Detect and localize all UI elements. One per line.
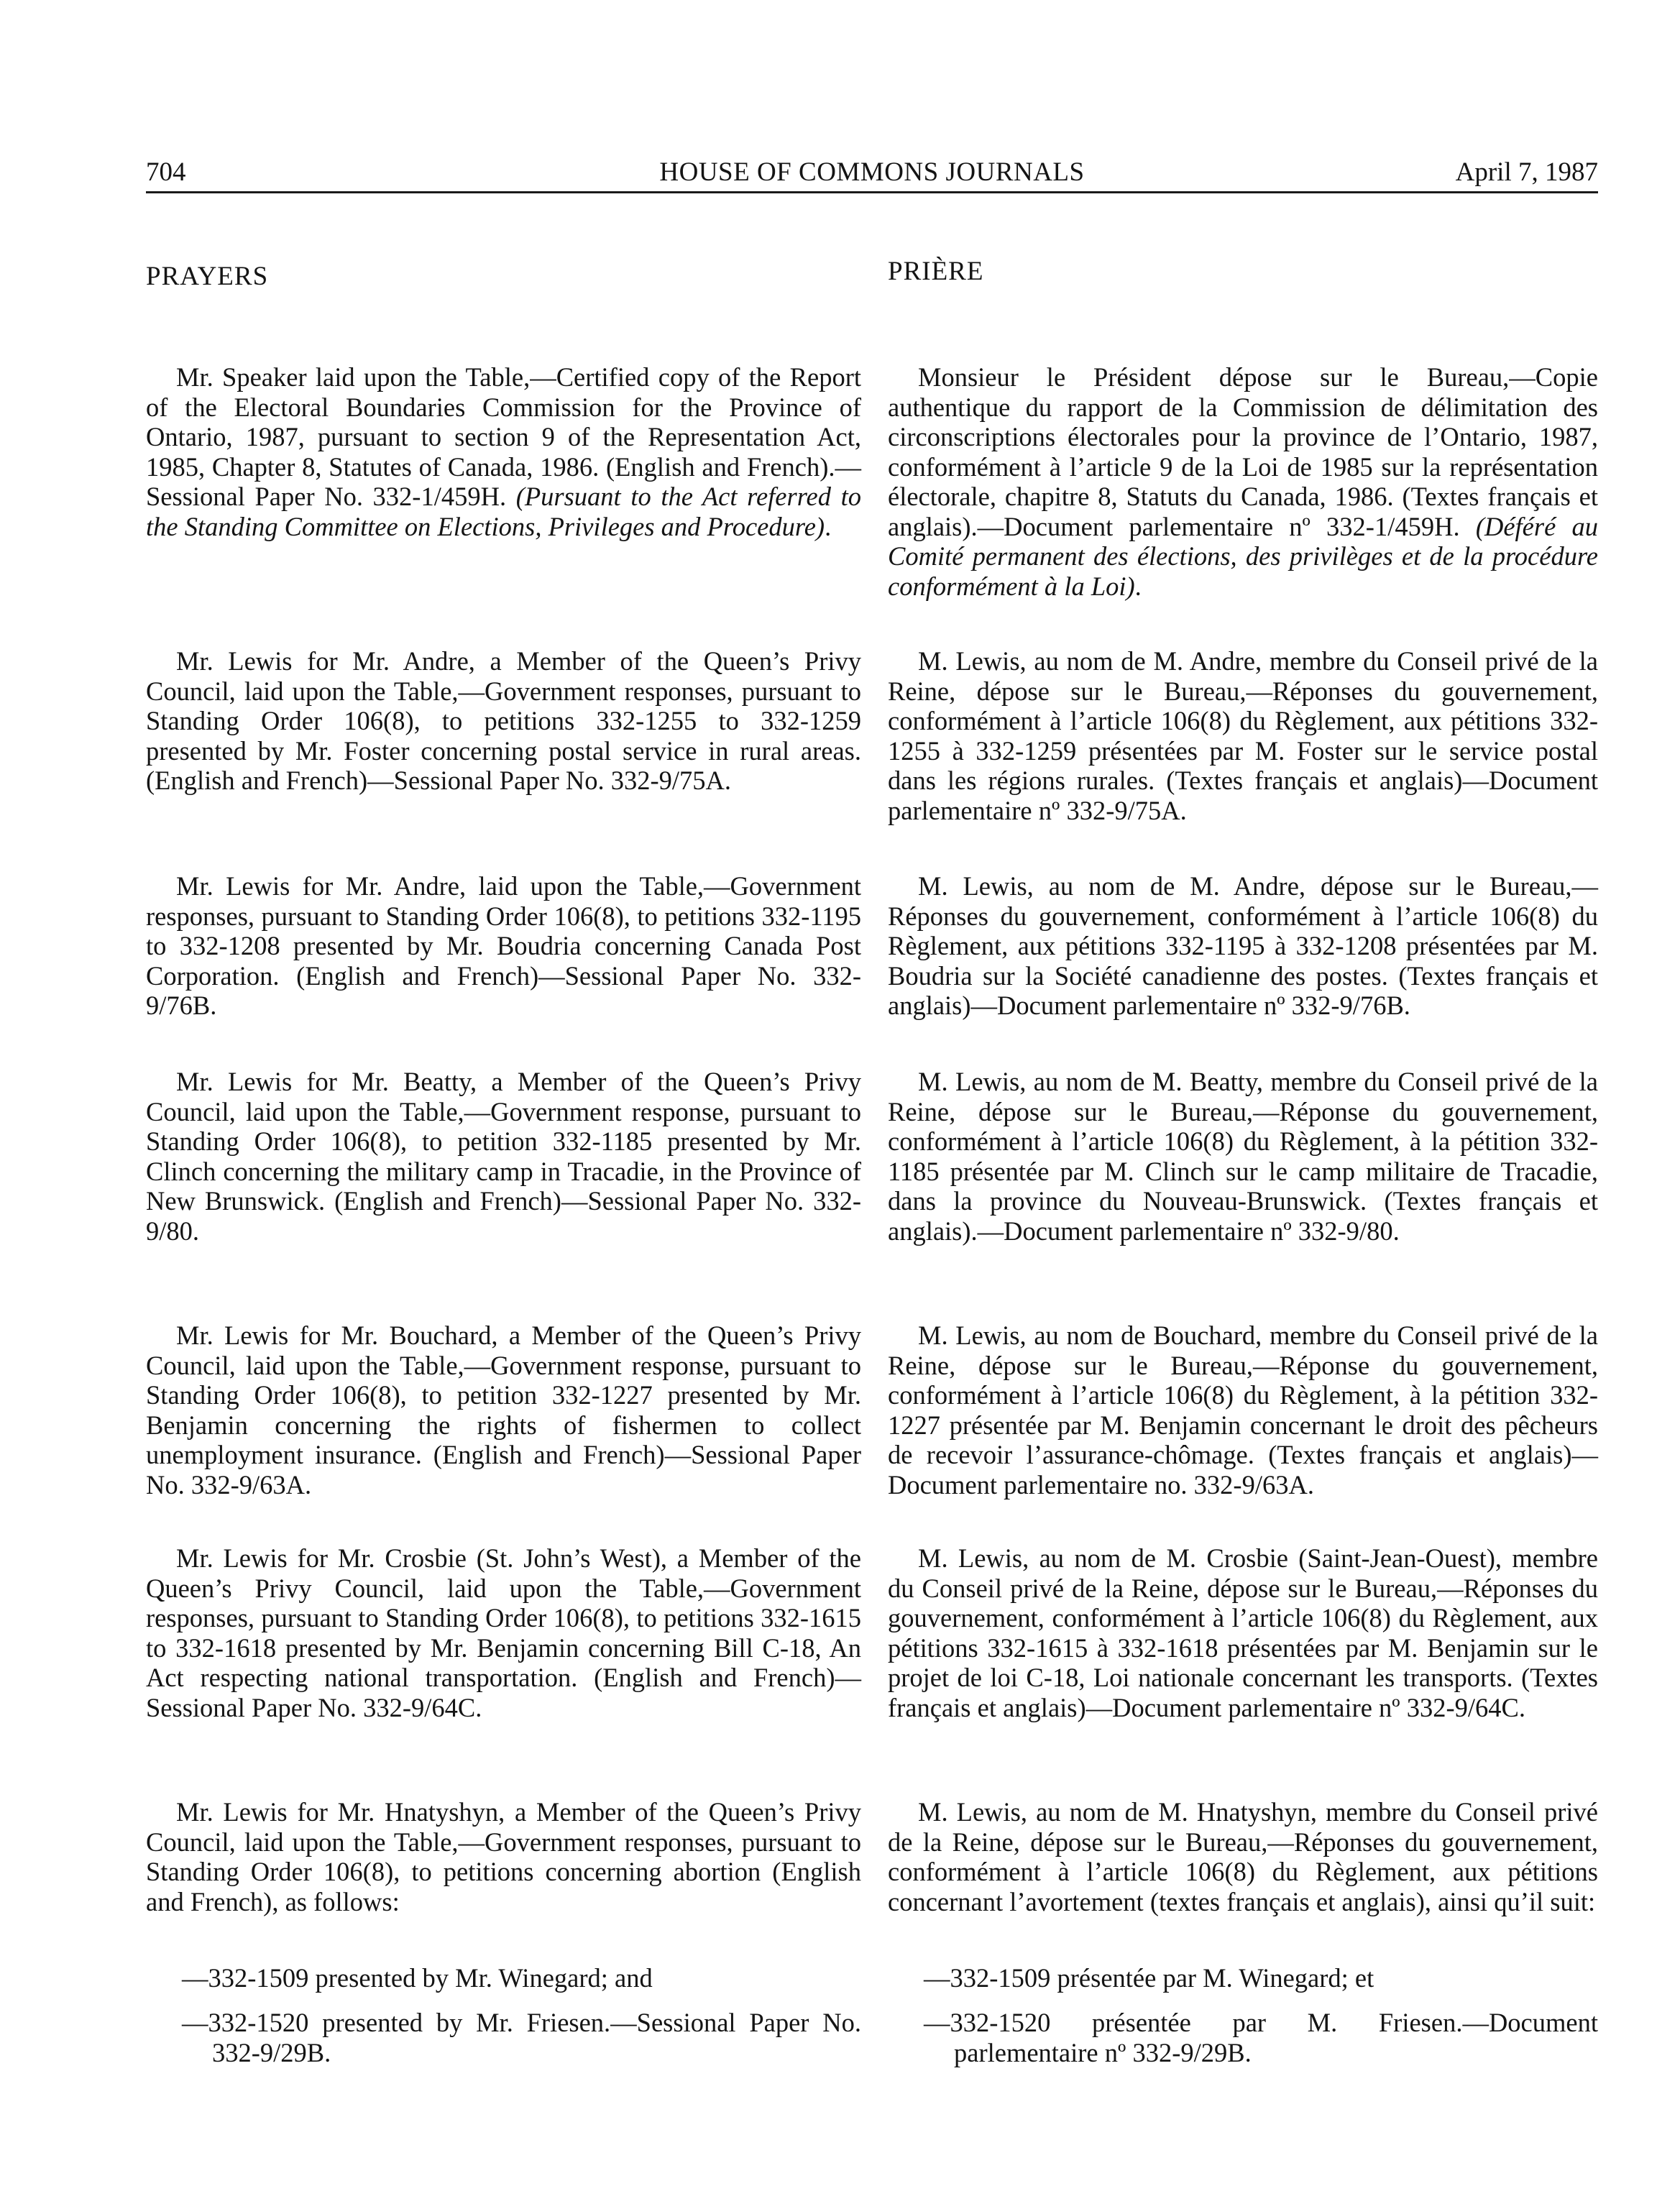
french-list-item: —332-1520 présentée par M. Friesen.—Document parlementaire nº 332-9/29B.	[924, 2008, 1598, 2067]
english-heading: PRAYERS	[146, 262, 269, 291]
french-paragraph: M. Lewis, au nom de M. Andre, membre du Conseil privé de la Reine, dépose sur le Bureau,—Réponses du gouvernement, conformément à l’article 106(8) du Règlement, aux pétitions 332-1255 à 332-1259 présentées par M. Foster sur le service postal dans les régions rurales. (Textes français et anglais)—Document parlementaire nº 332-9/75A.	[888, 646, 1598, 825]
french-list-item: —332-1509 présentée par M. Winegard; et	[924, 1963, 1374, 1993]
french-paragraph: Monsieur le Président dépose sur le Bureau,—Copie authentique du rapport de la Commission de délimitation des circonscriptions électorales pour la province de l’Ontario, 1987, conformément à l’article 9 de la Loi de 1985 sur la représentation électorale, chapitre 8, Statuts du Canada, 1986. (Textes français et anglais).—Document parlementaire nº 332-1/459H. (Déféré au Comité permanent des élections, des privilèges et de la procédure conformément à la Loi).	[888, 362, 1598, 601]
english-paragraph: Mr. Lewis for Mr. Crosbie (St. John’s West), a Member of the Queen’s Privy Council, laid upon the Table,—Government responses, pursuant to Standing Order 106(8), to petitions 332-1615 to 332-1618 presented by Mr. Benjamin concerning Bill C-18, An Act respecting national transportation. (English and French)—Sessional Paper No. 332-9/64C.	[146, 1543, 861, 1722]
english-list-item: —332-1520 presented by Mr. Friesen.—Sessional Paper No. 332-9/29B.	[182, 2008, 861, 2067]
french-paragraph: M. Lewis, au nom de M. Andre, dépose sur le Bureau,—Réponses du gouvernement, conformément à l’article 106(8) du Règlement, aux pétitions 332-1195 à 332-1208 présentées par M. Boudria sur la Société canadienne des postes. (Textes français et anglais)—Document parlementaire nº 332-9/76B.	[888, 871, 1598, 1020]
french-paragraph: M. Lewis, au nom de Bouchard, membre du Conseil privé de la Reine, dépose sur le Bureau,—Réponse du gouvernement, conformément à l’article 106(8) du Règlement, à la pétition 332-1227 présentée par M. Benjamin concernant le droit des pêcheurs de recevoir l’assurance-chômage. (Textes français et anglais)—Document parlementaire no. 332-9/63A.	[888, 1321, 1598, 1500]
english-paragraph-italic: (Pursuant to the Act referred to the Standing Committee on Elections, Privileges and Procedure)	[146, 482, 861, 541]
journal-date: April 7, 1987	[1455, 157, 1598, 187]
french-heading: PRIÈRE	[888, 257, 984, 286]
french-paragraph: M. Lewis, au nom de M. Crosbie (Saint-Jean-Ouest), membre du Conseil privé de la Reine, dépose sur le Bureau,—Réponses du gouvernement, conformément à l’article 106(8) du Règlement, aux pétitions 332-1615 à 332-1618 présentées par M. Benjamin sur le projet de loi C-18, Loi nationale concernant les transports. (Textes français et anglais)—Document parlementaire nº 332-9/64C.	[888, 1543, 1598, 1722]
header-rule	[146, 191, 1598, 193]
english-paragraph: Mr. Lewis for Mr. Beatty, a Member of the Queen’s Privy Council, laid upon the Table,—Government response, pursuant to Standing Order 106(8), to petition 332-1185 presented by Mr. Clinch concerning the military camp in Tracadie, in the Province of New Brunswick. (English and French)—Sessional Paper No. 332-9/80.	[146, 1067, 861, 1246]
french-paragraph: M. Lewis, au nom de M. Hnatyshyn, membre du Conseil privé de la Reine, dépose sur le Bureau,—Réponses du gouvernement, conformément à l’article 106(8) du Règlement, aux pétitions concernant l’avortement (textes français et anglais), ainsi qu’il suit:	[888, 1797, 1598, 1916]
page-number: 704	[146, 157, 186, 187]
english-paragraph: Mr. Lewis for Mr. Andre, a Member of the Queen’s Privy Council, laid upon the Table,—Government responses, pursuant to Standing Order 106(8), to petitions 332-1255 to 332-1259 presented by Mr. Foster concerning postal service in rural areas. (English and French)—Sessional Paper No. 332-9/75A.	[146, 646, 861, 795]
french-paragraph: M. Lewis, au nom de M. Beatty, membre du Conseil privé de la Reine, dépose sur le Bureau,—Réponse du gouvernement, conformément à l’article 106(8) du Règlement, à la pétition 332-1185 présentée par M. Clinch sur le camp militaire de Tracadie, dans la province du Nouveau-Brunswick. (Textes français et anglais).—Document parlementaire nº 332-9/80.	[888, 1067, 1598, 1246]
english-paragraph: Mr. Lewis for Mr. Andre, laid upon the Table,—Government responses, pursuant to Standing Order 106(8), to petitions 332-1195 to 332-1208 presented by Mr. Boudria concerning Canada Post Corporation. (English and French)—Sessional Paper No. 332-9/76B.	[146, 871, 861, 1020]
english-paragraph: Mr. Lewis for Mr. Bouchard, a Member of the Queen’s Privy Council, laid upon the Table,—Government response, pursuant to Standing Order 106(8), to petition 332-1227 presented by Mr. Benjamin concerning the rights of fishermen to collect unemployment insurance. (English and French)—Sessional Paper No. 332-9/63A.	[146, 1321, 861, 1500]
english-paragraph: Mr. Lewis for Mr. Hnatyshyn, a Member of the Queen’s Privy Council, laid upon the Table,—Government responses, pursuant to Standing Order 106(8), to petitions concerning abortion (English and French), as follows:	[146, 1797, 861, 1916]
english-paragraph: Mr. Speaker laid upon the Table,—Certified copy of the Report of the Electoral Boundaries Commission for the Province of Ontario, 1987, pursuant to section 9 of the Representation Act, 1985, Chapter 8, Statutes of Canada, 1986. (English and French).—Sessional Paper No. 332-1/459H. (Pursuant to the Act referred to the Standing Committee on Elections, Privileges and Procedure).	[146, 362, 861, 541]
english-list-item: —332-1509 presented by Mr. Winegard; and	[182, 1963, 653, 1993]
french-paragraph-italic: (Déféré au Comité permanent des élections, des privilèges et de la procédure conformément à la Loi)	[888, 511, 1598, 601]
journal-title: HOUSE OF COMMONS JOURNALS	[659, 157, 1085, 187]
